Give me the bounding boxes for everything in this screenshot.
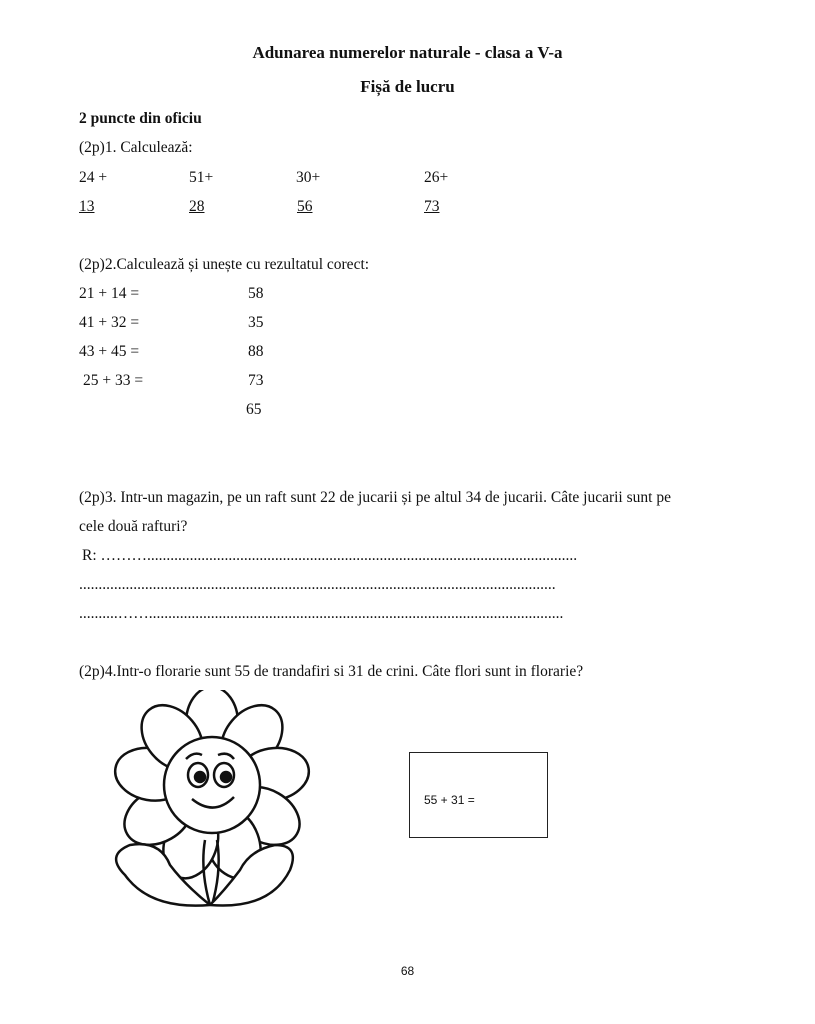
ex2-expression: 25 + 33 = <box>83 372 144 389</box>
ex1-top: 24 + <box>79 169 108 186</box>
ex3-text: cele două rafturi? <box>79 518 188 535</box>
ex2-result: 73 <box>248 372 264 389</box>
ex3-answer-line[interactable]: ..........……........................................................................................................... <box>79 605 564 622</box>
ex1-bottom: 56 <box>297 198 313 215</box>
ex2-result: 58 <box>248 285 264 302</box>
ex1-bottom: 28 <box>189 198 205 215</box>
answer-box[interactable] <box>409 752 548 838</box>
ex2-expression: 41 + 32 = <box>79 314 140 331</box>
ex3-text: (2p)3. Intr-un magazin, pe un raft sunt 22 de jucarii și pe altul 34 de jucarii. Câte jucarii sunt pe <box>79 489 671 506</box>
ex1-top: 51+ <box>189 169 214 186</box>
ex1-top: 26+ <box>424 169 449 186</box>
ex2-result: 35 <box>248 314 264 331</box>
ex2-label: (2p)2.Calculează și unește cu rezultatul corect: <box>79 256 370 273</box>
ex2-result: 65 <box>246 401 262 418</box>
flower-illustration <box>95 690 325 915</box>
ex1-label: (2p)1. Calculează: <box>79 139 193 156</box>
ex2-expression: 43 + 45 = <box>79 343 140 360</box>
page-number: 68 <box>400 964 415 978</box>
ex1-bottom: 73 <box>424 198 440 215</box>
ex1-bottom: 13 <box>79 198 95 215</box>
answer-box-expression: 55 + 31 = <box>424 793 475 807</box>
oficiu-note: 2 puncte din oficiu <box>79 110 202 127</box>
ex4-text: (2p)4.Intr-o florarie sunt 55 de trandafiri si 31 de crini. Câte flori sunt in florarie? <box>79 663 584 680</box>
page-title: Adunarea numerelor naturale - clasa a V-a <box>252 43 563 62</box>
ex2-result: 88 <box>248 343 264 360</box>
ex2-expression: 21 + 14 = <box>79 285 140 302</box>
ex3-answer-line[interactable]: R: ………............................................................................................................... <box>82 547 578 564</box>
page-subtitle: Fișă de lucru <box>360 77 455 96</box>
ex1-top: 30+ <box>296 169 321 186</box>
ex3-answer-line[interactable]: ........................................................................................................................... <box>79 576 556 593</box>
